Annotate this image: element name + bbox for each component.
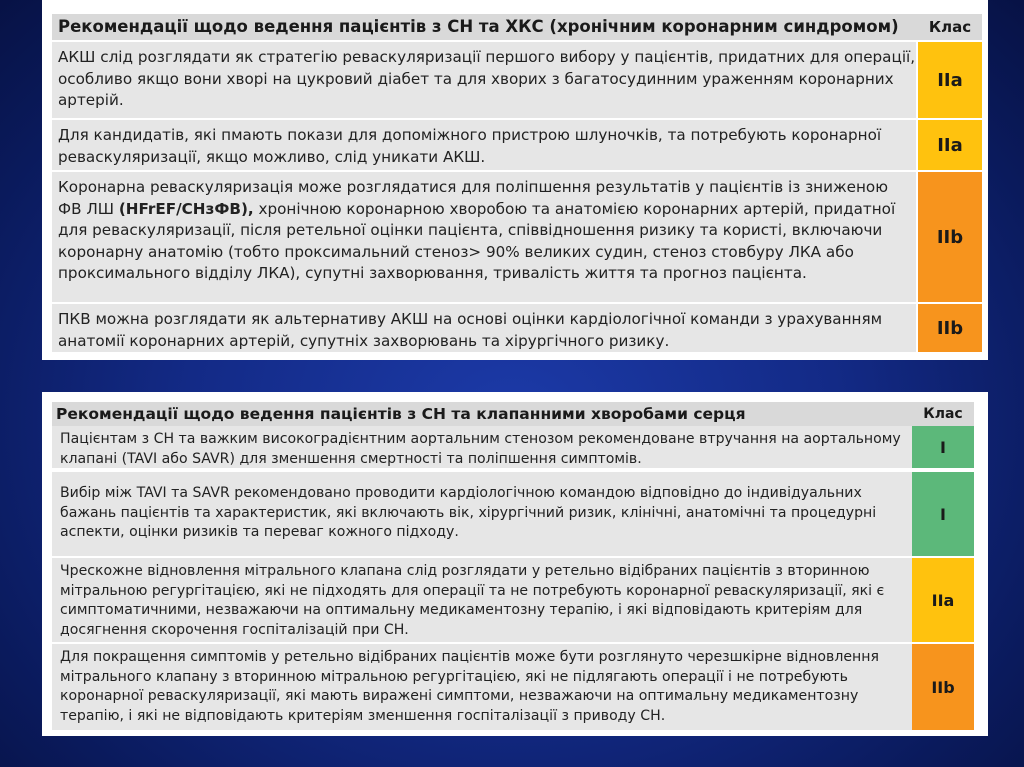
table1-row-3-class-badge: IIb [918,172,982,304]
table1-row-3 [52,172,916,304]
table1-row-3-text-b: хронічною коронарною хворобою та анатомією коронарних артерій, придатної для реваскуляризації, після ретельної оцінки пацієнта, співвідношення ризику та користі, включаючи коронарну анатомію (тобто проксимальний стеноз> 90% великих судин, стеноз стовбуру ЛКА або проксимального відділу ЛКА), супутні захворювання, тривалість життя та прогноз пацієнта. [58,199,896,282]
table2-row-1 [52,426,912,470]
table2-row-4 [52,644,912,732]
table2-row-3-class-badge: IIa [912,558,974,644]
table2-row-2-text: Вибір між TAVI та SAVR рекомендовано проводити кардіологічною командою відповідно до індивідуальних бажань пацієнтів та характеристик, які включають вік, хірургічний ризик, клінічні, анатомічні та процедурні аспекти, оцінки ризиків та переваг кожного підходу. [60,485,877,540]
table1-row-1 [52,42,916,120]
table1-class-header: Клас [918,14,982,40]
table1-row-3-bold: (HFrEF/СНзФВ), [118,199,254,218]
table2-row-1-class-badge: I [912,426,974,470]
table2-row-4-text: Для покращення симптомів у ретельно відібраних пацієнтів може бути розглянуто черезшкірне відновлення мітрального клапану з вторинною мітральною регургітацією, які не підлягають операції і не потребують коронарної реваскуляризації, які мають виражені симптоми, незважаючи на оптимальну медикаментозну терапію, і які не відповідають критеріям зменшення госпіталізації з приводу СН. [60,649,879,724]
table2-title: Рекомендації щодо ведення пацієнтів з СН та клапанними хворобами серця [52,402,920,426]
table2-row-3 [52,558,912,644]
table1-row-4 [52,304,916,354]
table1-row-4-class-badge: IIb [918,304,982,354]
table1-row-2-class-badge: IIa [918,120,982,172]
table1-row-2-text: Для кандидатів, які пмають покази для допоміжного пристрою шлуночків, та потребують коронарної реваскуляризації, якщо можливо, слід уникати АКШ. [58,126,882,166]
table1-row-1-text: АКШ слід розглядати як стратегію реваскуляризації першого вибору у пацієнтів, придатних для операції, особливо якщо вони хворі на цукровий діабет та для хворих з багатосудинним ураженням коронарних артерій. [58,48,916,109]
table2-row-1-text: Пацієнтам з СН та важким високоградієнтним аортальним стенозом рекомендоване втручання на аортальному клапані (TAVI або SAVR) для зменшення смертності та поліпшення симптомів. [60,431,901,467]
table1-row-3-text [58,177,916,285]
table1-row-1-class-badge: IIa [918,42,982,120]
table2-row-3-text: Чрескожне відновлення мітрального клапана слід розглядати у ретельно відібраних пацієнтів з вторинною мітральною регургітацією, які не підходять для операції та не потребують коронарної реваскуляризації, які є симптоматичними, незважаючи на оптимальну медикаментозну терапію, і які відповідають критеріям для досягнення скорочення госпіталізацій при СН. [60,563,885,638]
table2-row-2-class-badge: I [912,472,974,558]
table1-row-4-text: ПКВ можна розглядати як альтернативу АКШ на основі оцінки кардіологічної команди з урахуванням анатомії коронарних артерій, супутніх захворювань та хірургічного ризику. [58,310,883,350]
table1-title: Рекомендації щодо ведення пацієнтів з СН та ХКС (хронічним коронарним синдромом) [52,14,926,40]
coronary-recommendations-table [42,0,988,360]
table1-row-2 [52,120,916,172]
table1-row-3-text-a: Коронарна реваскуляризація може розглядатися для поліпшення результатів у пацієнтів із зниженою ФВ ЛШ [58,178,889,218]
table2-row-2 [52,472,912,558]
table2-class-header: Клас [912,402,974,426]
table2-row-4-class-badge: IIb [912,644,974,732]
valvular-recommendations-table [42,392,988,736]
